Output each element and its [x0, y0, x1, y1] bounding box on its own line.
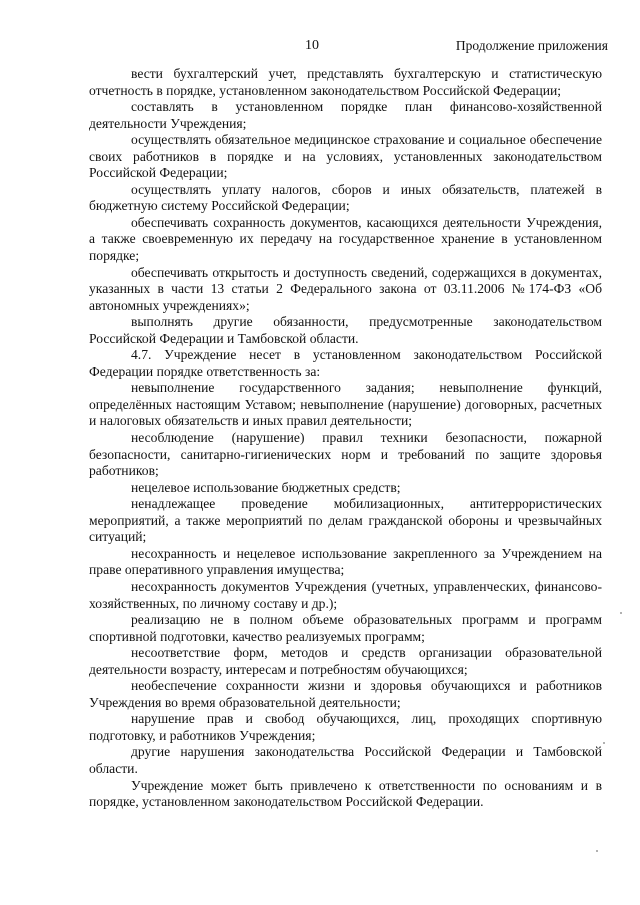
document-body: [89, 66, 602, 811]
paragraph-section-4-7: 4.7. Учреждение несет в установленном законодательством Российской Федерации порядке ответственность за:: [89, 347, 602, 379]
paragraph-rights: нарушение прав и свобод обучающихся, лиц, проходящих спортивную подготовку, и работников Учреждения;: [89, 711, 602, 743]
paragraph-documents-safety: обеспечивать сохранность документов, касающихся деятельности Учреждения, а также своевременную их передачу на государственное хранение в установленном порядке;: [89, 214, 602, 264]
paragraph-taxes: осуществлять уплату налогов, сборов и иных обязательств, платежей в бюджетную систему Российской Федерации;: [89, 181, 602, 214]
paragraph-state-task: невыполнение государственного задания; невыполнение функций, определённых настоящим Уставом; невыполнение (нарушение) договорных, расчетных и налоговых обязательств и иных правил деятельности;: [89, 380, 602, 429]
paragraph-documents-loss: несохранность документов Учреждения (учетных, управленческих, финансово-хозяйственных, по личному составу и др.);: [89, 578, 602, 611]
paragraph-openness: обеспечивать открытость и доступность сведений, содержащихся в документах, указанных в части 13 статьи 2 Федерального закона от 03.11.2006 №174-ФЗ «Об автономных учреждениях»;: [89, 264, 602, 313]
paragraph-mobilization: ненадлежащее проведение мобилизационных, антитеррористических мероприятий, а также мероприятий по делам гражданской обороны и чрезвычайных ситуаций;: [89, 496, 602, 545]
paragraph-other-duties: выполнять другие обязанности, предусмотренные законодательством Российской Федерации и Тамбовской области.: [89, 314, 602, 346]
paragraph-budget-misuse: нецелевое использование бюджетных средств;: [131, 479, 401, 495]
paragraph-accounting: вести бухгалтерский учет, представлять бухгалтерскую и статистическую отчетность в порядке, установленном законодательством Российской Федерации;: [89, 66, 602, 98]
paragraph-property: несохранность и нецелевое использование закрепленного за Учреждением на праве оперативного управления имущества;: [89, 545, 602, 578]
paragraph-life-safety: необеспечение сохранности жизни и здоровья обучающихся и работников Учреждения во время образовательной деятельности;: [89, 678, 602, 710]
paragraph-insurance: осуществлять обязательное медицинское страхование и социальное обеспечение своих работников в порядке и на условиях, установленных законодательством Российской Федерации;: [89, 132, 602, 181]
paragraph-financial-plan: составлять в установленном порядке план финансово-хозяйственной деятельности Учреждения;: [89, 99, 602, 131]
page-number: 10: [305, 38, 319, 53]
paragraph-other-violations: другие нарушения законодательства Российской Федерации и Тамбовской области.: [89, 744, 602, 776]
running-header: Продолжение приложения: [455, 38, 608, 53]
paragraph-methods: несоответствие форм, методов и средств организации образовательной деятельности возрасту, интересам и потребностям обучающихся;: [89, 645, 602, 677]
scan-speck: [596, 850, 598, 852]
paragraph-safety-rules: несоблюдение (нарушение) правил техники безопасности, пожарной безопасности, санитарно-гигиенических норм и требований по защите здоровья работников;: [89, 430, 602, 479]
scan-speck: [620, 612, 622, 614]
scan-speck: [603, 742, 605, 744]
paragraph-programs: реализацию не в полном объеме образовательных программ и программ спортивной подготовки, качество реализуемых программ;: [89, 612, 602, 644]
paragraph-liability: Учреждение может быть привлечено к ответственности по основаниям и в порядке, установленном законодательством Российской Федерации.: [89, 777, 602, 810]
